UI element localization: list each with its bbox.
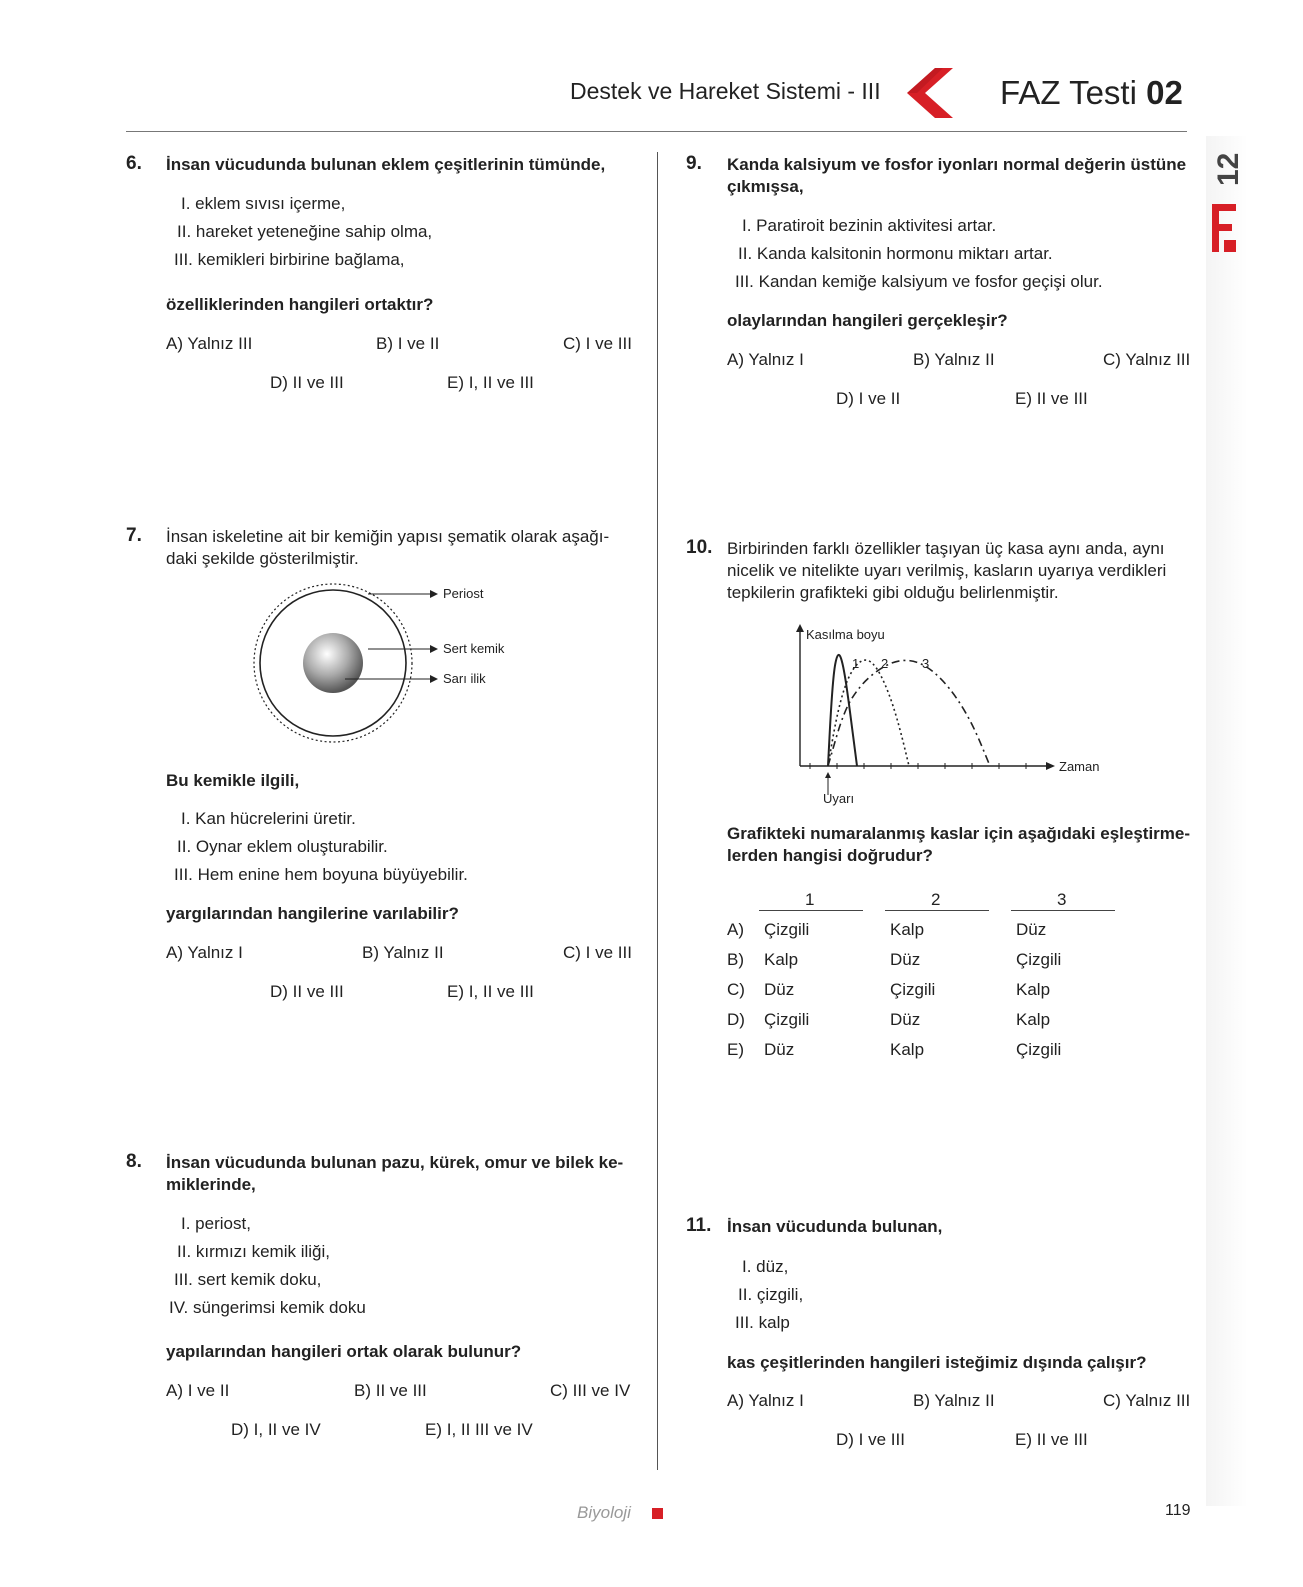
question-8-option-b[interactable]: B) II ve III: [354, 1381, 427, 1400]
side-tab: [1206, 136, 1248, 1506]
question-6-option-a[interactable]: A) Yalnız III: [166, 334, 253, 353]
bone-cross-section-figure: [245, 580, 535, 745]
table-row-e-letter[interactable]: E): [727, 1040, 744, 1059]
question-10-stem-line3: tepkilerin grafikteki gibi olduğu belirlenmiştir.: [727, 583, 1059, 602]
question-7-option-e[interactable]: E) I, II ve III: [447, 982, 534, 1001]
table-row-d-cell-1: Çizgili: [764, 1010, 810, 1029]
question-6-item-1: I. eklem sıvısı içerme,: [181, 194, 346, 213]
question-8-item-4: IV. süngerimsi kemik doku: [169, 1298, 366, 1317]
table-header-2: 2: [931, 890, 941, 909]
question-11-option-a[interactable]: A) Yalnız I: [727, 1391, 804, 1410]
question-7-option-d[interactable]: D) II ve III: [270, 982, 344, 1001]
table-row-a-cell-2: Kalp: [890, 920, 925, 939]
question-6-option-b[interactable]: B) I ve II: [376, 334, 440, 353]
question-10-stem-line1: Birbirinden farklı özellikler taşıyan üç kasa aynı anda, aynı: [727, 539, 1165, 558]
muscle-twitch-chart: [780, 620, 1100, 810]
table-row-a-cell-3: Düz: [1016, 920, 1047, 939]
question-9-option-d[interactable]: D) I ve II: [836, 389, 901, 408]
question-7-stem-line1: İnsan iskeletine ait bir kemiğin yapısı şematik olarak aşağı-: [166, 527, 610, 546]
question-7-option-b[interactable]: B) Yalnız II: [362, 943, 444, 962]
x-axis-label: Zaman: [1059, 759, 1100, 774]
table-row-b-cell-1: Kalp: [764, 950, 799, 969]
y-axis-label: Kasılma boyu: [806, 627, 885, 642]
x-axis-arrow: [1046, 762, 1055, 770]
question-9-stem-line2: çıkmışsa,: [727, 177, 804, 196]
table-row-b-cell-3: Çizgili: [1016, 950, 1062, 969]
question-7-question: yargılarından hangilerine varılabilir?: [166, 904, 459, 923]
question-9-item-1: I. Paratiroit bezinin aktivitesi artar.: [742, 216, 997, 235]
question-11-option-b[interactable]: B) Yalnız II: [913, 1391, 995, 1410]
series-label-1: 1: [852, 656, 860, 671]
question-9-item-3: III. Kandan kemiğe kalsiyum ve fosfor geçişi olur.: [735, 272, 1103, 291]
question-9-number: 9.: [686, 153, 702, 174]
question-11-item-1: I. düz,: [742, 1257, 789, 1276]
question-7-item-2: II. Oynar eklem oluşturabilir.: [177, 837, 388, 856]
question-8-stem-line2: miklerinde,: [166, 1175, 256, 1194]
question-11-number: 11.: [686, 1215, 712, 1236]
question-8-question: yapılarından hangileri ortak olarak bulunur?: [166, 1342, 522, 1361]
question-6-question: özelliklerinden hangileri ortaktır?: [166, 295, 434, 314]
chevron-left-icon: [905, 68, 953, 118]
table-row-b-cell-2: Düz: [890, 950, 921, 969]
page-number: 119: [1165, 1502, 1191, 1519]
figure-label-periost: Periost: [443, 586, 484, 601]
question-6-option-e[interactable]: E) I, II ve III: [447, 373, 534, 392]
question-6-number: 6.: [126, 153, 142, 174]
stimulus-label: Uyarı: [823, 791, 855, 806]
question-9-option-a[interactable]: A) Yalnız I: [727, 350, 804, 369]
question-8-item-3: III. sert kemik doku,: [174, 1270, 322, 1289]
side-tab-number: 12: [1212, 152, 1245, 186]
table-row-d-cell-3: Kalp: [1016, 1010, 1051, 1029]
table-row-c-letter[interactable]: C): [727, 980, 745, 999]
question-10-number: 10.: [686, 537, 713, 558]
question-10-stem-line2: nicelik ve nitelikte uyarı verilmiş, kasların uyarıya verdikleri: [727, 561, 1167, 580]
table-header-underline-1: [759, 910, 863, 911]
question-8-stem-line1: İnsan vücudunda bulunan pazu, kürek, omur ve bilek ke-: [166, 1153, 624, 1172]
question-7-item-1: I. Kan hücrelerini üretir.: [181, 809, 356, 828]
question-9-option-b[interactable]: B) Yalnız II: [913, 350, 995, 369]
question-9-option-c[interactable]: C) Yalnız III: [1103, 350, 1191, 369]
question-7-option-a[interactable]: A) Yalnız I: [166, 943, 243, 962]
question-11-option-c[interactable]: C) Yalnız III: [1103, 1391, 1191, 1410]
series-label-2: 2: [881, 656, 889, 671]
question-7-stem-line2: daki şekilde gösterilmiştir.: [166, 549, 359, 568]
table-header-underline-2: [885, 910, 989, 911]
table-header-underline-3: [1011, 910, 1115, 911]
question-11-item-3: III. kalp: [735, 1313, 790, 1332]
table-row-e-cell-3: Çizgili: [1016, 1040, 1062, 1059]
question-6-option-d[interactable]: D) II ve III: [270, 373, 344, 392]
test-title: [1000, 74, 1183, 112]
question-8-option-d[interactable]: D) I, II ve IV: [231, 1420, 321, 1439]
question-8-option-c[interactable]: C) III ve IV: [550, 1381, 631, 1400]
question-9-stem-line1: Kanda kalsiyum ve fosfor iyonları normal değerin üstüne: [727, 155, 1187, 174]
table-row-b-letter[interactable]: B): [727, 950, 744, 969]
question-10-question-line2: lerden hangisi doğrudur?: [727, 846, 933, 865]
header-divider: [126, 131, 1187, 132]
question-8-option-a[interactable]: A) I ve II: [166, 1381, 230, 1400]
column-divider: [657, 152, 658, 1470]
question-8-option-e[interactable]: E) I, II III ve IV: [425, 1420, 533, 1439]
figure-label-sari-ilik: Sarı ilik: [443, 671, 486, 686]
table-row-a-letter[interactable]: A): [727, 920, 744, 939]
y-axis-arrow: [796, 624, 804, 632]
question-7-number: 7.: [126, 525, 142, 546]
question-9-question: olaylarından hangileri gerçekleşir?: [727, 311, 1008, 330]
table-row-c-cell-1: Düz: [764, 980, 795, 999]
series-2-line: [828, 660, 909, 766]
question-10-question-line1: Grafikteki numaralanmış kaslar için aşağıdaki eşleştirme-: [727, 824, 1191, 843]
series-label-3: 3: [922, 656, 930, 671]
stimulus-arrowhead: [825, 772, 831, 778]
table-header-3: 3: [1057, 890, 1067, 909]
question-9-option-e[interactable]: E) II ve III: [1015, 389, 1088, 408]
question-8-item-1: I. periost,: [181, 1214, 251, 1233]
question-8-number: 8.: [126, 1151, 142, 1172]
question-7-lead: Bu kemikle ilgili,: [166, 771, 300, 790]
footer-subject: Biyoloji: [577, 1503, 631, 1522]
series-3-line: [828, 660, 990, 766]
table-row-d-letter[interactable]: D): [727, 1010, 745, 1029]
series-1-line: [828, 655, 860, 766]
question-6-stem: İnsan vücudunda bulunan eklem çeşitlerinin tümünde,: [166, 155, 606, 174]
faz-logo-icon: [1210, 202, 1238, 254]
table-row-e-cell-1: Düz: [764, 1040, 795, 1059]
question-9-item-2: II. Kanda kalsitonin hormonu miktarı artar.: [738, 244, 1053, 263]
question-8-item-2: II. kırmızı kemik iliği,: [177, 1242, 331, 1261]
question-7-item-3: III. Hem enine hem boyuna büyüyebilir.: [174, 865, 468, 884]
question-11-option-e[interactable]: E) II ve III: [1015, 1430, 1088, 1449]
question-6-item-3: III. kemikleri birbirine bağlama,: [174, 250, 405, 269]
figure-label-sert-kemik: Sert kemik: [443, 641, 505, 656]
footer-square-icon: [652, 1508, 663, 1519]
question-11-stem: İnsan vücudunda bulunan,: [727, 1217, 943, 1236]
test-title-prefix: FAZ Testi: [1000, 74, 1137, 111]
question-11-question: kas çeşitlerinden hangileri isteğimiz dışında çalışır?: [727, 1353, 1147, 1372]
test-number: 02: [1146, 74, 1183, 111]
table-row-c-cell-3: Kalp: [1016, 980, 1051, 999]
question-11-item-2: II. çizgili,: [738, 1285, 804, 1304]
question-6-option-c[interactable]: C) I ve III: [563, 334, 632, 353]
table-row-e-cell-2: Kalp: [890, 1040, 925, 1059]
question-11-option-d[interactable]: D) I ve III: [836, 1430, 905, 1449]
question-7-option-c[interactable]: C) I ve III: [563, 943, 632, 962]
table-row-c-cell-2: Çizgili: [890, 980, 936, 999]
yellow-marrow: [303, 633, 363, 693]
question-6-item-2: II. hareket yeteneğine sahip olma,: [177, 222, 433, 241]
table-row-d-cell-2: Düz: [890, 1010, 921, 1029]
header-subtitle: Destek ve Hareket Sistemi - III: [570, 78, 881, 104]
table-row-a-cell-1: Çizgili: [764, 920, 810, 939]
table-header-1: 1: [805, 890, 815, 909]
